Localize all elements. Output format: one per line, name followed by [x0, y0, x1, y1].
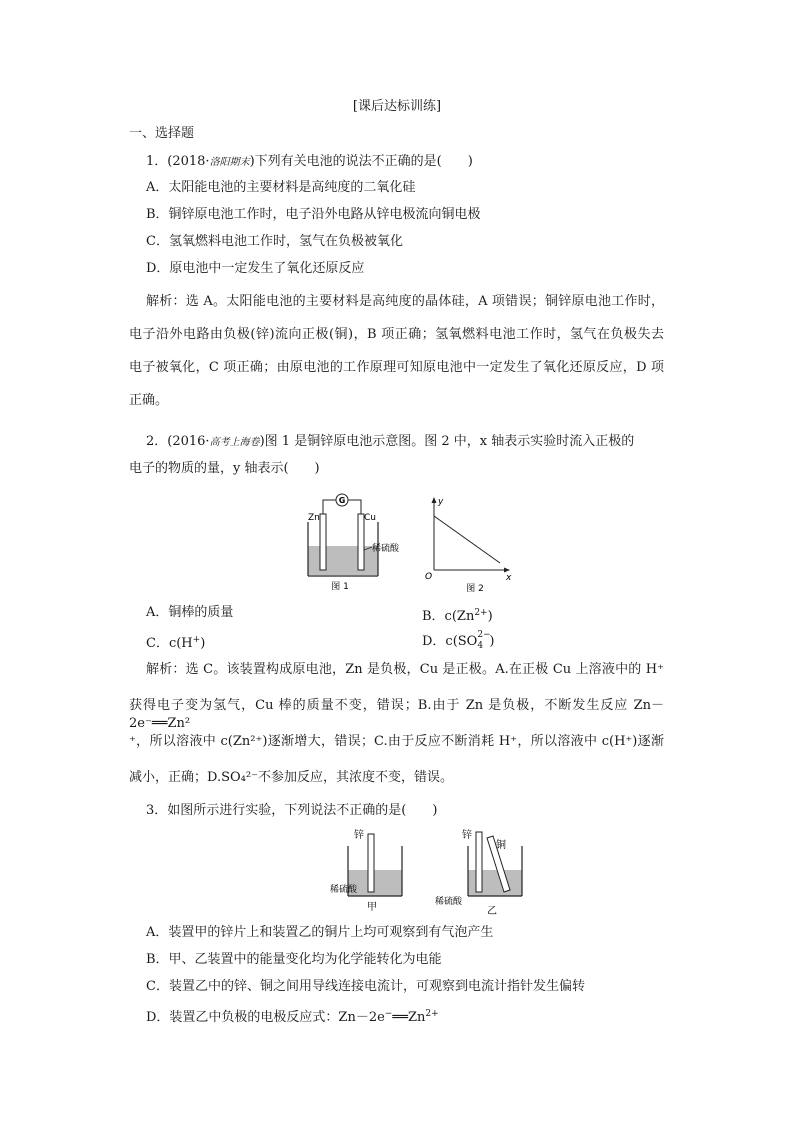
- q2-stem-line-2: 电子的物质的量，y 轴表示( ): [129, 461, 320, 476]
- q2-option-c-text: C．c(H: [146, 636, 193, 651]
- q2-analysis-line-1: 解析：选 C。该装置构成原电池，Zn 是负极，Cu 是正极。A.在正极 Cu 上溶液中的 H⁺: [146, 662, 664, 677]
- fig2-origin-label: O: [425, 572, 433, 582]
- fig3-jia-acid-label: 稀硫酸: [330, 885, 358, 895]
- q2-analysis-line-3: ⁺，所以溶液中 c(Zn²⁺)逐渐增大，错误；C.由于反应不断消耗 H⁺，所以溶液中 c(H⁺)逐渐: [129, 734, 664, 749]
- section-heading: 一、选择题: [129, 126, 195, 141]
- q1-number: 1．: [146, 154, 168, 169]
- q2-option-b-charge: 2+: [474, 608, 488, 618]
- q1-option-a: A．太阳能电池的主要材料是高纯度的二氧化硅: [146, 180, 416, 195]
- fig3-jia-zinc-label: 锌: [354, 830, 364, 841]
- q3-option-a: A．装置甲的锌片上和装置乙的铜片上均可观察到有气泡产生: [146, 925, 494, 940]
- q3-option-d-electron-charge: −: [384, 1009, 393, 1019]
- fig3-yi-acid-label: 稀硫酸: [435, 897, 463, 907]
- q2-source-open: (2016·: [167, 434, 210, 449]
- q2-stem-line-1: [146, 433, 634, 452]
- figure-1-cell-diagram: [300, 488, 410, 596]
- q3-option-d-text: D．装置乙中负极的电极反应式：Zn－2e: [146, 1010, 385, 1025]
- q2-question-part-1: 图 1 是铜锌原电池示意图。图 2 中，x 轴表示实验时流入正极的: [264, 434, 635, 449]
- fig3-yi-copper-label: 铜: [496, 840, 506, 851]
- fig3-yi-caption: 乙: [487, 906, 497, 917]
- q2-number: 2．: [146, 434, 168, 449]
- q3-stem: 3．如图所示进行实验，下列说法不正确的是( ): [146, 803, 438, 818]
- q3-option-b: B．甲、乙装置中的能量变化均为化学能转化为电能: [146, 952, 442, 967]
- fig2-y-label: y: [438, 497, 444, 507]
- q1-analysis-line-2: 电子沿外电路由负极(锌)流向正极(铜)，B 项正确；氢氧燃料电池工作时，氢气在负极失去: [129, 327, 664, 342]
- q2-option-b: [422, 604, 493, 626]
- fig2-caption: 图 2: [466, 584, 484, 594]
- q1-stem: [146, 153, 473, 172]
- q1-question: 下列有关电池的说法不正确的是( ): [254, 154, 473, 169]
- figure-2-graph: [420, 490, 520, 596]
- fig2-x-arrow: [504, 568, 510, 573]
- fig1-acid-label: 稀硫酸: [372, 544, 400, 554]
- fig3-yi-zinc-label: 锌: [462, 830, 472, 841]
- q2-option-b-close: ): [487, 609, 493, 624]
- q3-option-d-ion-charge: 2+: [425, 1009, 439, 1019]
- q2-option-d-text: D．c(SO: [422, 634, 478, 649]
- q1-source-open: (2018·: [167, 154, 210, 169]
- fig1-galvanometer-label: G: [338, 496, 346, 505]
- q3-option-d-product: ══Zn: [392, 1010, 426, 1025]
- fig1-wire-right: [348, 500, 361, 514]
- q2-source-close: ): [259, 434, 265, 449]
- q1-source: 洛阳期末: [209, 157, 250, 168]
- fig3-jia-caption: 甲: [367, 902, 377, 913]
- q2-analysis-line-2: 获得电子变为氢气，Cu 棒的质量不变，错误；B.由于 Zn 是负极，不断发生反应 Zn－2e⁻══Zn²: [129, 698, 664, 731]
- fig1-caption: 图 1: [331, 582, 349, 592]
- figure-3-apparatus: [330, 826, 545, 918]
- q2-option-a: A．铜棒的质量: [146, 605, 234, 620]
- q1-option-d: D．原电池中一定发生了氧化还原反应: [146, 261, 365, 276]
- q3-option-c: C．装置乙中的锌、铜之间用导线连接电流计，可观察到电流计指针发生偏转: [146, 979, 585, 994]
- q1-source-close: ): [249, 154, 255, 169]
- fig3-yi-zinc-strip: [476, 832, 482, 892]
- q1-option-b: B．铜锌原电池工作时，电子沿外电路从锌电极流向铜电极: [146, 207, 481, 222]
- fig2-x-label: x: [506, 573, 512, 583]
- q3-option-d: [146, 1005, 439, 1027]
- q2-option-d-close: ): [489, 634, 495, 649]
- page-title: [课后达标训练]: [352, 99, 442, 114]
- q2-option-b-text: B．c(Zn: [422, 609, 475, 624]
- q2-option-c: [146, 631, 205, 653]
- q1-analysis-line-1: 解析：选 A。太阳能电池的主要材料是高纯度的晶体硅，A 项错误；铜锌原电池工作时，: [146, 294, 664, 309]
- q2-option-d-charge: 2−: [477, 630, 491, 640]
- fig2-decreasing-line: [434, 516, 500, 563]
- q2-analysis-line-4: 减小，正确；D.SO₄²⁻不参加反应，其浓度不变，错误。: [129, 770, 453, 785]
- q1-analysis-line-4: 正确。: [129, 393, 169, 408]
- fig1-zn-label: Zn: [308, 513, 320, 523]
- fig1-wire-left: [323, 500, 336, 514]
- q2-option-c-charge: +: [192, 635, 201, 645]
- q1-analysis-line-3: 电子被氧化，C 项正确；由原电池的工作原理可知原电池中一定发生了氧化还原反应，D 项: [129, 360, 664, 375]
- fig3-jia-zinc-strip: [368, 834, 374, 892]
- q2-source: 高考上海卷: [209, 437, 260, 448]
- q2-option-d-subscript: 4: [477, 641, 484, 651]
- fig1-cu-label: Cu: [364, 513, 376, 523]
- fig2-y-arrow: [432, 497, 437, 503]
- fig1-zinc-electrode: [320, 514, 326, 570]
- q2-option-d-subsup: [477, 630, 491, 651]
- q2-option-d: [422, 631, 494, 651]
- q2-option-c-close: ): [200, 636, 206, 651]
- q1-option-c: C．氢氧燃料电池工作时，氢气在负极被氧化: [146, 234, 403, 249]
- fig1-acid-solution: [308, 546, 378, 575]
